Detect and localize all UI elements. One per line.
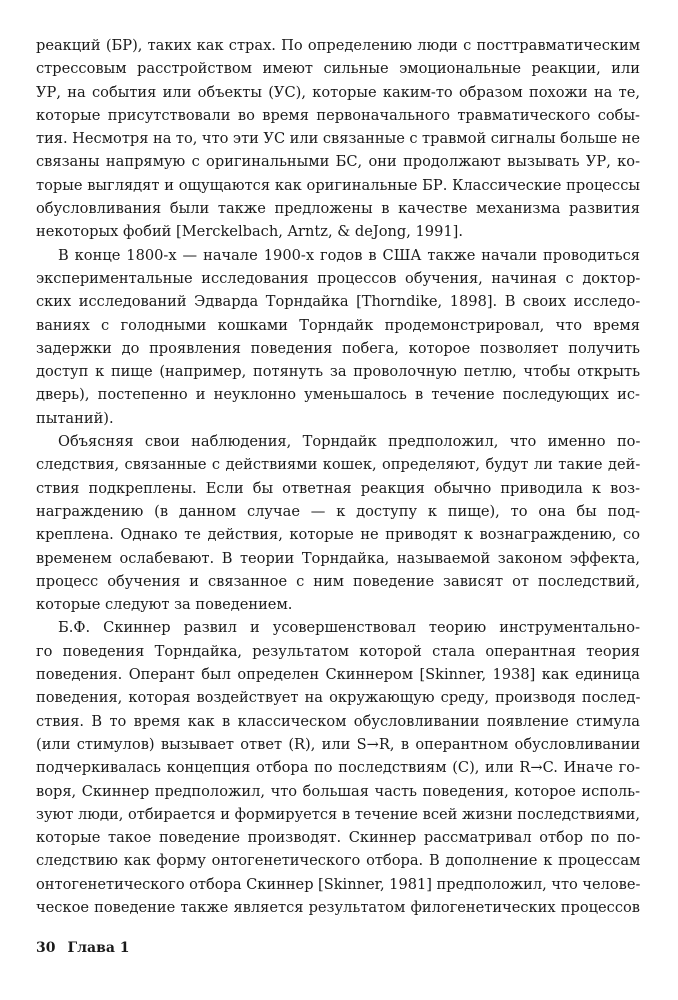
text-line: тия. Несмотря на то, что эти УС или связанные с травмой сигналы больше не [36,130,640,148]
text-line: го поведения Торндайка, результатом которой стала оперантная теория [36,642,640,660]
text-line: УР, на события или объекты (УС), которые каким-то образом похожи на те, [36,83,640,101]
text-line: (или стимулов) вызывает ответ (R), или S→R, в оперантном обусловливании [36,735,641,753]
text-line: некоторых фобий [Merckelbach, Arntz, & deJong, 1991]. [36,223,463,241]
text-line: торые выглядят и ощущаются как оригинальные БР. Классические процессы [36,176,640,194]
text-line: доступ к пище (например, потянуть за проволочную петлю, чтобы открыть [36,363,641,381]
text-line: зуют люди, отбирается и формируется в течение всей жизни последствиями, [36,805,640,823]
text-line: дверь), постепенно и неуклонно уменьшалось в течение последующих ис- [36,386,640,404]
text-line: ствия подкреплены. Если бы ответная реакция обычно приводила к воз- [36,479,640,497]
text-line: В конце 1800-х — начале 1900-х годов в США также начали проводиться [58,246,640,264]
text-line: подчеркивалась концепция отбора по последствиям (C), или R→C. Иначе го- [36,759,640,777]
chapter-label: Глава 1 [67,940,130,956]
text-line: экспериментальные исследования процессов обучения, начиная с доктор- [36,269,641,287]
text-line: ских исследований Эдварда Торндайка [Thorndike, 1898]. В своих исследо- [36,293,641,311]
paragraph-3 [36,430,640,616]
text-line: воря, Скиннер предположил, что большая часть поведения, которое исполь- [36,782,640,800]
text-line: обусловливания были также предложены в качестве механизма развития [36,200,640,218]
text-line: связаны напрямую с оригинальными БС, они продолжают вызывать УР, ко- [36,153,640,171]
text-line: онтогенетического отбора Скиннер [Skinner, 1981] предположил, что челове- [36,875,641,893]
paragraph-2 [36,244,640,430]
text-line: ческое поведение также является результатом филогенетических процессов [36,898,641,916]
text-line: которые следуют за поведением. [36,596,293,614]
text-line: ваниях с голодными кошками Торндайк продемонстрировал, что время [36,316,640,334]
text-line: пытаний). [36,409,114,427]
text-line: реакций (БР), таких как страх. По определению люди с посттравматическим [36,37,641,54]
text-line: поведения, которая воздействует на окружающую среду, производя послед- [36,689,641,707]
text-line: которые присутствовали во время первоначального травматического собы- [36,106,640,124]
text-line: следствию как форму онтогенетического отбора. В дополнение к процессам [36,852,641,870]
text-line: ствия. В то время как в классическом обусловливании появление стимула [36,712,640,730]
text-line: награждению (в данном случае — к доступу к пище), то она бы под- [36,502,640,520]
paragraph-4 [36,616,640,919]
text-line: поведения. Оперант был определен Скиннером [Skinner, 1938] как единица [36,666,640,684]
page-body [36,34,640,1000]
paragraph-1 [36,34,640,244]
text-line: креплена. Однако те действия, которые не приводят к вознаграждению, со [36,526,640,544]
text-line: процесс обучения и связанное с ним поведение зависят от последствий, [36,572,641,590]
text-line: Б.Ф. Скиннер развил и усовершенствовал теорию инструментально- [58,619,640,637]
text-line: временем ослабевают. В теории Торндайка, называемой законом эффекта, [36,549,640,567]
text-line: Объясняя свои наблюдения, Торндайк предположил, что именно по- [58,433,641,451]
text-line: задержки до проявления поведения побега, которое позволяет получить [36,339,640,357]
text-line: стрессовым расстройством имеют сильные эмоциональные реакции, или [36,60,640,78]
page-number: 30 [36,940,56,956]
text-line: следствия, связанные с действиями кошек, определяют, будут ли такие дей- [36,456,641,474]
text-line: которые такое поведение производят. Скиннер рассматривал отбор по по- [36,829,641,847]
page-footer [36,940,142,956]
